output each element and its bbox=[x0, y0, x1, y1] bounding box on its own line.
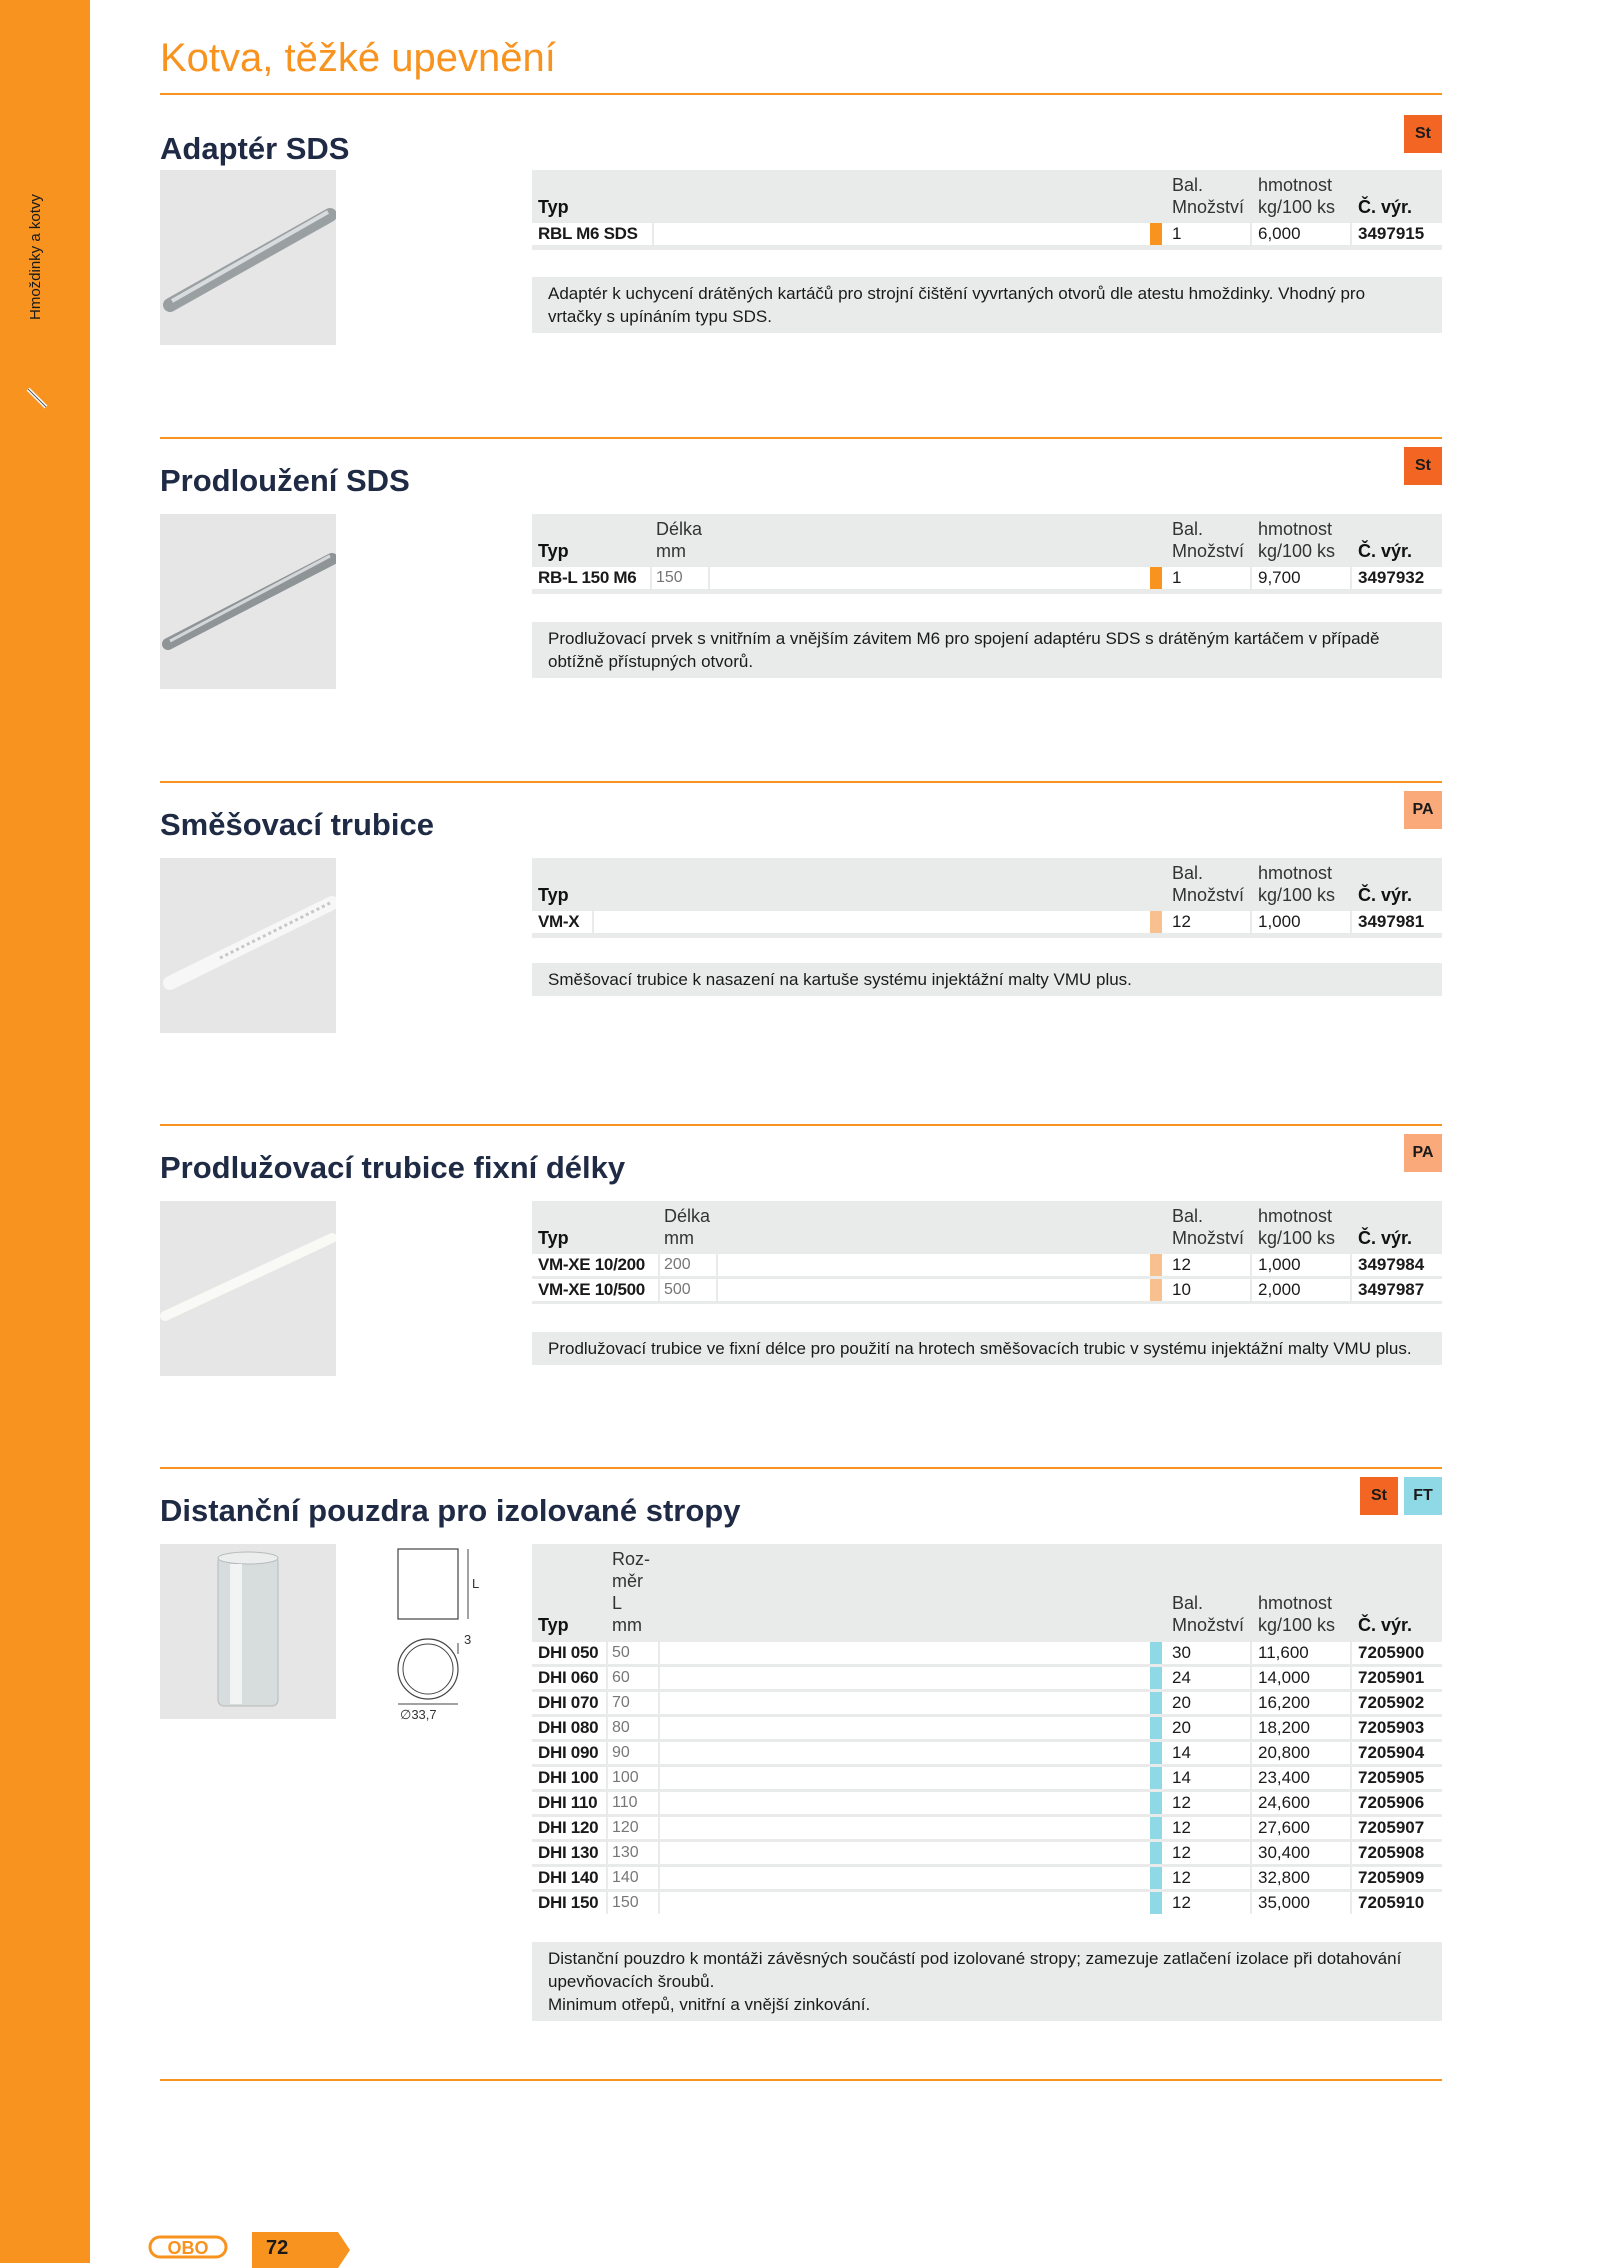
material-badge: St bbox=[1360, 1477, 1398, 1515]
section-title: Prodloužení SDS bbox=[160, 463, 410, 498]
product-table: Roz- měr L Bal. hmotnost Typ mm Množství kg/100 ks Č. výr. DHI 050 50 30 11,600 7205900 DHI 060 60 24 14,000 7205901 DHI 070 70 20 16,200 7205902 DHI 080 80 20 18,200 7205903 DHI 090 90 14 20,800 7205904 DHI 100 100 14 23,400 7205905 DHI 110 110 12 24,600 7205906 DHI 120 120 12 27,600 7205907 DHI 130 130 12 30,400 7205908 DHI 140 140 12 32,800 7205909 DHI 150 150 12 35,000 7205910 bbox=[532, 1544, 1442, 1914]
product-table: Bal. hmotnost Typ Množství kg/100 ks Č. výr. VM-X 12 1,000 3497981 bbox=[532, 858, 1442, 938]
product-photo bbox=[160, 1544, 336, 1719]
anchor-icon bbox=[24, 385, 50, 411]
section-smesovaci-trubice bbox=[160, 781, 1442, 1041]
product-description: Směšovací trubice k nasazení na kartuše systému injektážní malty VMU plus. bbox=[532, 963, 1442, 996]
product-photo bbox=[160, 858, 336, 1033]
product-table: Délka Bal. hmotnost Typ mm Množství kg/100 ks Č. výr. RB-L 150 M6 150 1 9,700 3497932 bbox=[532, 514, 1442, 594]
table-row: DHI 090 90 14 20,800 7205904 bbox=[532, 1742, 1442, 1764]
table-row: DHI 080 80 20 18,200 7205903 bbox=[532, 1717, 1442, 1739]
table-row: VM-XE 10/200 200 12 1,000 3497984 bbox=[532, 1254, 1442, 1276]
product-description: Prodlužovací prvek s vnitřním a vnějším závitem M6 pro spojení adaptéru SDS s drátěným kartáčem v případě obtížně přístupných otvorů. bbox=[532, 622, 1442, 678]
product-photo bbox=[160, 170, 336, 345]
material-badge: St bbox=[1404, 115, 1442, 153]
table-row: RB-L 150 M6 150 1 9,700 3497932 bbox=[532, 567, 1442, 589]
page-title: Kotva, těžké upevnění bbox=[160, 36, 556, 80]
section-title: Distanční pouzdra pro izolované stropy bbox=[160, 1493, 741, 1528]
section-adapter-sds bbox=[160, 105, 1442, 355]
sidebar-band bbox=[0, 0, 90, 2263]
svg-text:∅33,7: ∅33,7 bbox=[400, 1707, 437, 1722]
table-row: RBL M6 SDS 1 6,000 3497915 bbox=[532, 223, 1442, 245]
table-row: DHI 110 110 12 24,600 7205906 bbox=[532, 1792, 1442, 1814]
material-badge: PA bbox=[1404, 1134, 1442, 1172]
section-distancni-pouzdra bbox=[160, 1467, 1442, 2027]
table-row: DHI 120 120 12 27,600 7205907 bbox=[532, 1817, 1442, 1839]
table-row: DHI 150 150 12 35,000 7205910 bbox=[532, 1892, 1442, 1914]
product-description: Distanční pouzdro k montáži závěsných součástí pod izolované stropy; zamezuje zatlačení izolace při dotahování upevňovacích šroubů. Minimum otřepů, vnitřní a vnější zinkování. bbox=[532, 1942, 1442, 2021]
material-badge: St bbox=[1404, 447, 1442, 485]
side-category-label: Hmoždinky a kotvy bbox=[27, 194, 44, 320]
bottom-divider bbox=[160, 2079, 1442, 2081]
finish-badge: FT bbox=[1404, 1477, 1442, 1515]
product-table: Bal. hmotnost Typ Množství kg/100 ks Č. výr. RBL M6 SDS 1 6,000 3497915 bbox=[532, 170, 1442, 250]
section-divider bbox=[160, 437, 1442, 439]
section-title: Adaptér SDS bbox=[160, 131, 350, 166]
table-row: DHI 050 50 30 11,600 7205900 bbox=[532, 1642, 1442, 1664]
product-description: Adaptér k uchycení drátěných kartáčů pro strojní čištění vyvrtaných otvorů dle atestu hmoždinky. Vhodný pro vrtačky s upínáním typu SDS. bbox=[532, 277, 1442, 333]
table-row: DHI 060 60 24 14,000 7205901 bbox=[532, 1667, 1442, 1689]
section-divider bbox=[160, 1467, 1442, 1469]
svg-text:3: 3 bbox=[464, 1632, 472, 1647]
table-row: DHI 130 130 12 30,400 7205908 bbox=[532, 1842, 1442, 1864]
svg-text:L: L bbox=[472, 1576, 480, 1591]
material-badge: PA bbox=[1404, 791, 1442, 829]
svg-text:OBO: OBO bbox=[167, 2238, 209, 2258]
section-prodluzovaci-trubice bbox=[160, 1124, 1442, 1384]
dimension-drawing bbox=[388, 1544, 508, 1724]
page-number: 72 bbox=[252, 2232, 352, 2268]
table-row: VM-X 12 1,000 3497981 bbox=[532, 911, 1442, 933]
section-title: Směšovací trubice bbox=[160, 807, 434, 842]
title-divider bbox=[160, 93, 1442, 95]
section-divider bbox=[160, 1124, 1442, 1126]
obo-logo bbox=[148, 2232, 228, 2262]
product-description: Prodlužovací trubice ve fixní délce pro použití na hrotech směšovacích trubic v systému injektážní malty VMU plus. bbox=[532, 1332, 1442, 1365]
product-photo bbox=[160, 514, 336, 689]
section-title: Prodlužovací trubice fixní délky bbox=[160, 1150, 626, 1185]
product-photo bbox=[160, 1201, 336, 1376]
table-row: VM-XE 10/500 500 10 2,000 3497987 bbox=[532, 1279, 1442, 1301]
section-divider bbox=[160, 781, 1442, 783]
table-row: DHI 100 100 14 23,400 7205905 bbox=[532, 1767, 1442, 1789]
table-row: DHI 140 140 12 32,800 7205909 bbox=[532, 1867, 1442, 1889]
table-row: DHI 070 70 20 16,200 7205902 bbox=[532, 1692, 1442, 1714]
section-prodlouzeni-sds bbox=[160, 437, 1442, 697]
product-table: Délka Bal. hmotnost Typ mm Množství kg/100 ks Č. výr. VM-XE 10/200 200 12 1,000 3497984 VM-XE 10/500 500 10 2,000 3497987 bbox=[532, 1201, 1442, 1304]
